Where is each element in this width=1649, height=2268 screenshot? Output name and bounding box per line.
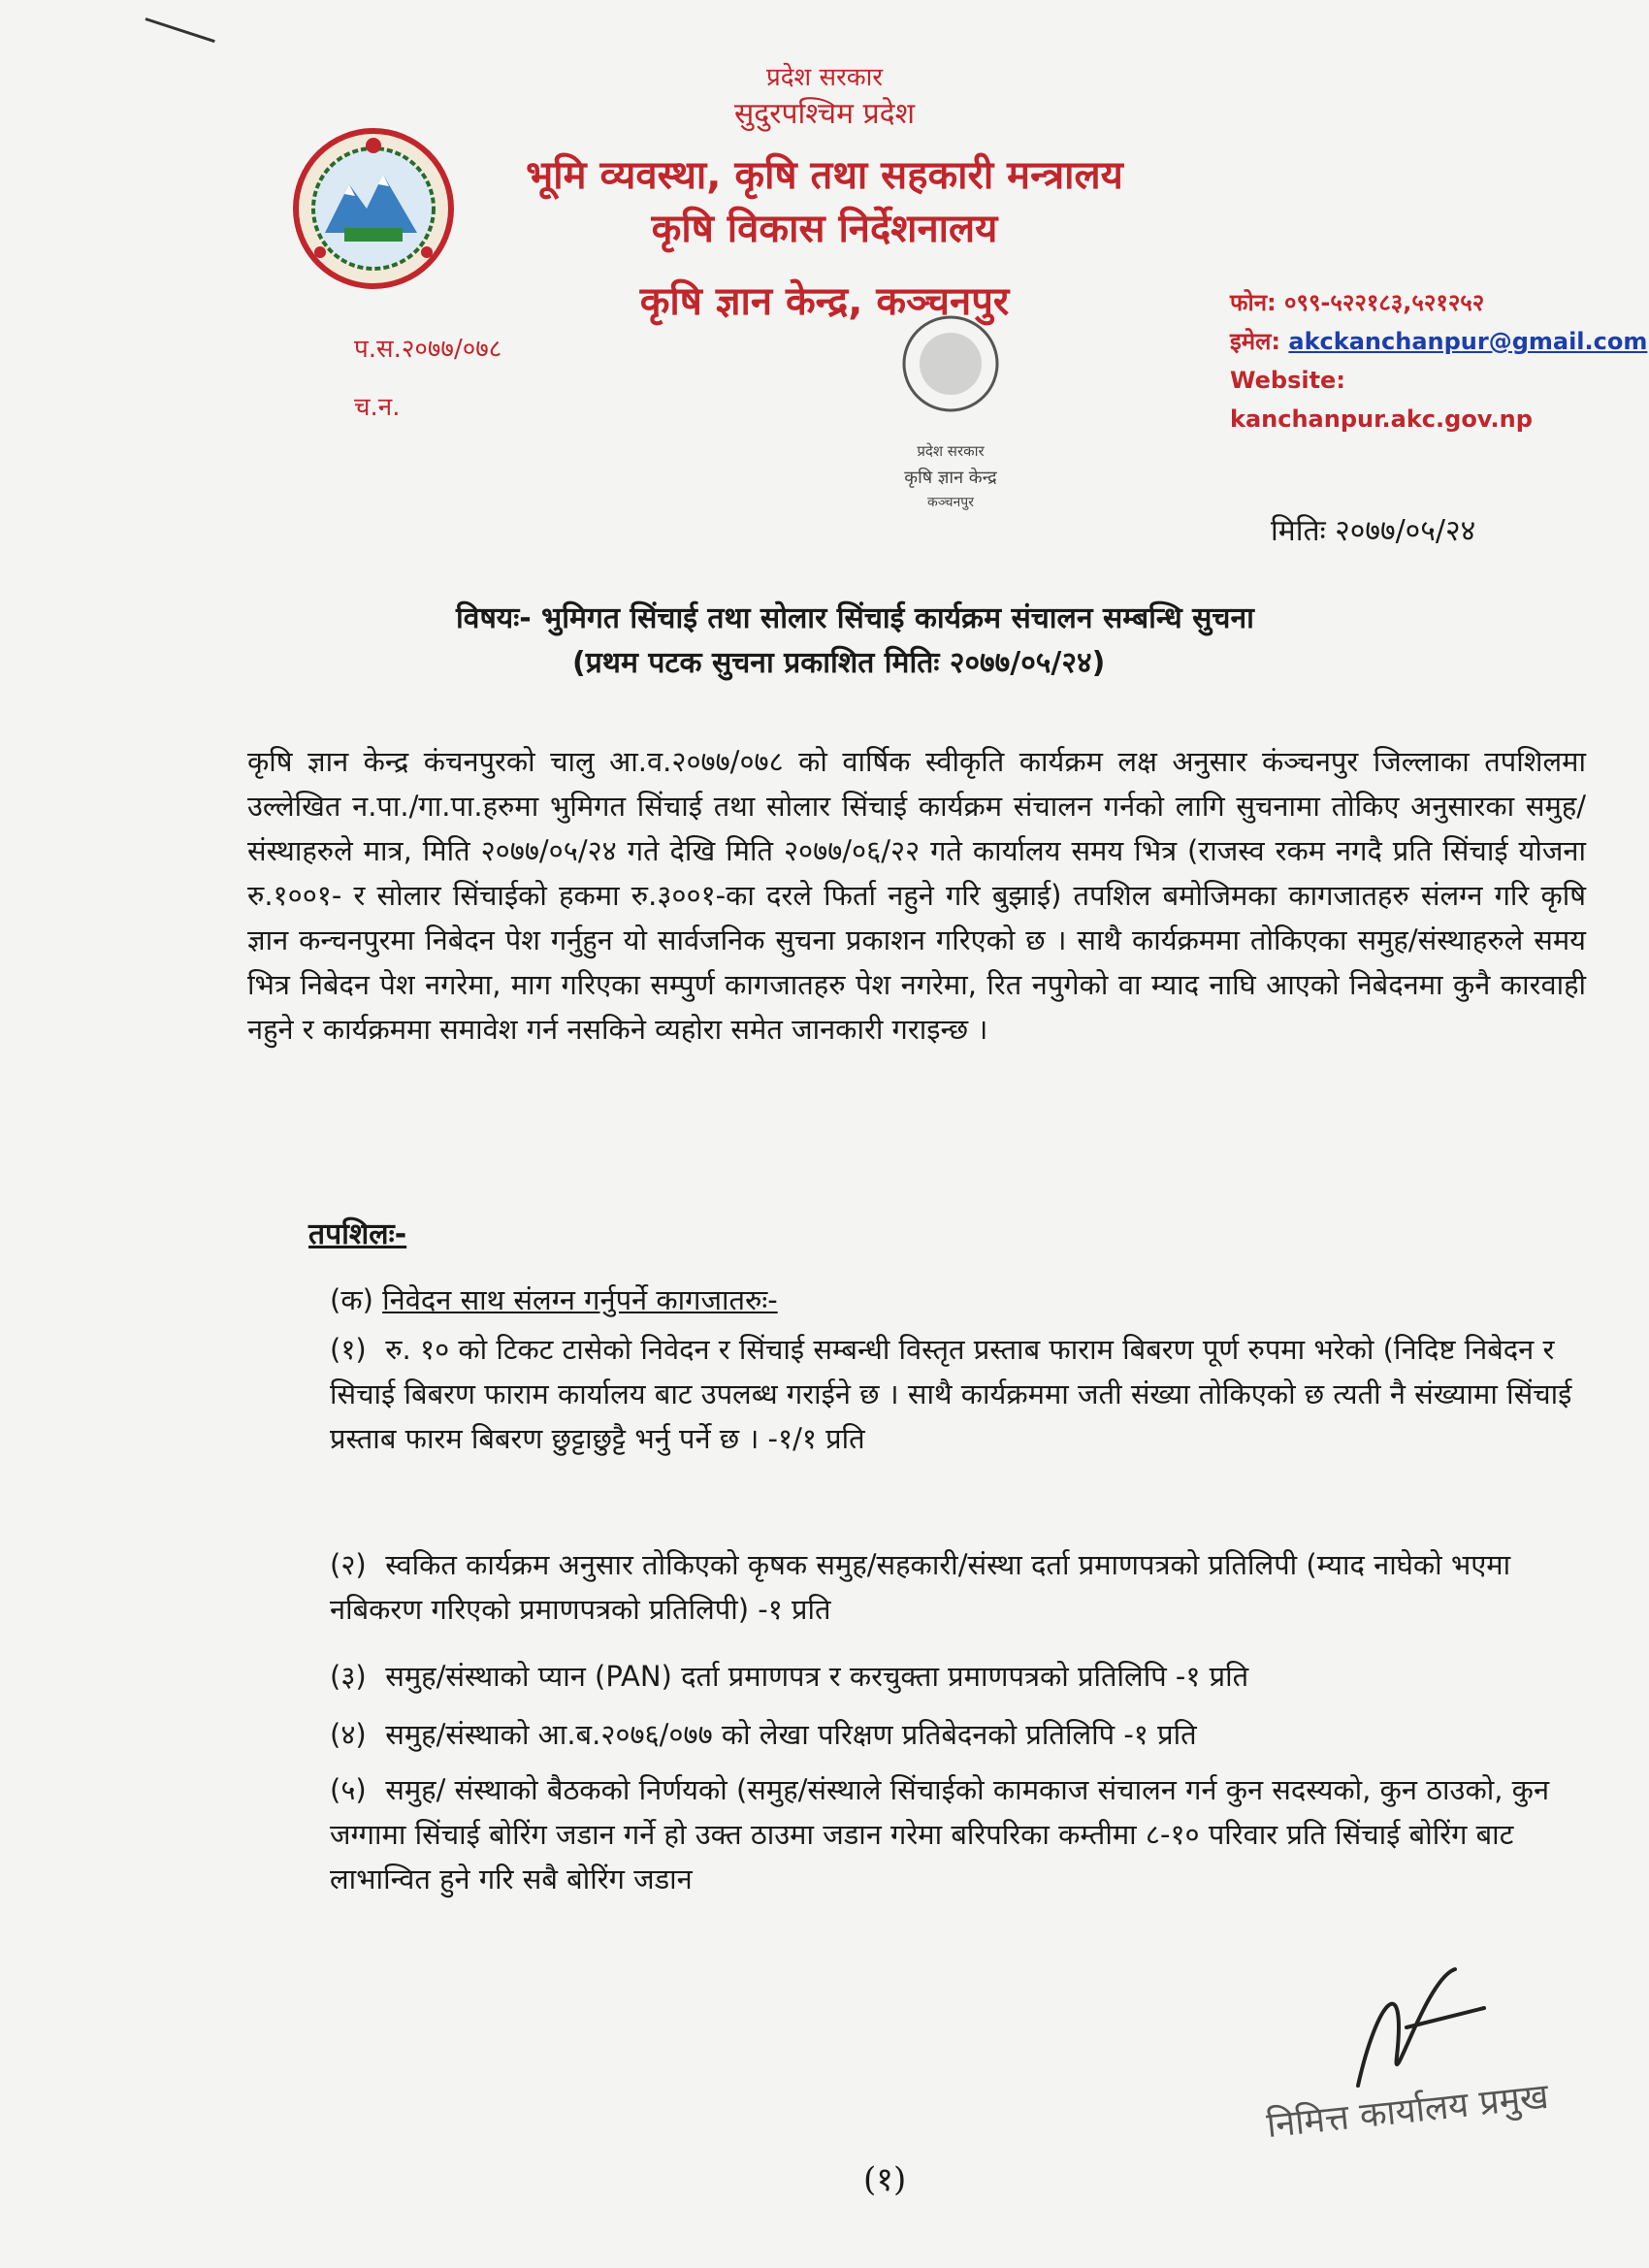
list-item bbox=[330, 1542, 1591, 1632]
item-text: स्वकित कार्यक्रम अनुसार तोकिएको कृषक समुह/सहकारी/संस्था दर्ता प्रमाणपत्रको प्रतिलिपी (म्याद नाघेको भएमा नबिकरण गरिएको प्रमाणपत्रको प्रतिलिपी) -१ प्रति bbox=[330, 1548, 1511, 1626]
scan-mark bbox=[146, 17, 215, 43]
phone-number: फोन: ०९९-५२२१८३,५२१२५२ bbox=[1230, 289, 1485, 316]
item-text: समुह/संस्थाको प्यान (PAN) दर्ता प्रमाणपत्र र करचुक्ता प्रमाणपत्रको प्रतिलिपि -१ प्रति bbox=[385, 1660, 1249, 1693]
svg-text:कृषि ज्ञान केन्द्र: कृषि ज्ञान केन्द्र bbox=[904, 468, 997, 488]
list-item bbox=[330, 1327, 1591, 1461]
notice-date: मितिः २०७७/०५/२४ bbox=[1271, 514, 1476, 548]
subject-published-date: (प्रथम पटक सुचना प्रकाशित मितिः २०७७/०५/२४) bbox=[572, 646, 1106, 680]
item-number: (१) bbox=[330, 1333, 367, 1366]
email-row bbox=[1230, 322, 1649, 361]
website-link[interactable]: Website: kanchanpur.akc.gov.np bbox=[1230, 367, 1533, 433]
reference-number: प.स.२०७७/०७८ bbox=[354, 335, 502, 364]
svg-text:कञ्चनपुर: कञ्चनपुर bbox=[927, 495, 974, 510]
office-stamp-icon bbox=[854, 310, 1048, 524]
subject-line: विषयः- भुमिगत सिंचाई तथा सोलार सिंचाई कार्यक्रम संचालन सम्बन्धि सुचना bbox=[456, 601, 1254, 635]
item-text: समुह/ संस्थाको बैठकको निर्णयको (समुह/संस्थाले सिंचाईको कामकाज संचालन गर्न कुन सदस्यको, कुन ठाउको, कुन जग्गामा सिंचाई बोरिंग जडान गर्ने हो उक्त ठाउमा जडान गरेमा बरिपरिका कम्तीमा ८-१० परिवार प्रति सिंचाई बोरिंग बाट लाभान्वित हुने गरि सबै बोरिंग जडान bbox=[330, 1773, 1550, 1895]
item-number: (५) bbox=[330, 1773, 367, 1806]
item-number: (४) bbox=[330, 1718, 367, 1751]
email-link[interactable]: akckanchanpur@gmail.com bbox=[1288, 328, 1648, 355]
item-number: (३) bbox=[330, 1660, 367, 1693]
header-directorate: कृषि विकास निर्देशनालय bbox=[651, 207, 998, 251]
subject-block bbox=[456, 597, 1600, 686]
item-text: रु. १० को टिकट टासेको निवेदन र सिंचाई सम्बन्धी विस्तृत प्रस्ताब फाराम बिबरण पूर्ण रुपमा भरेको (निदिष्ट निबेदन र सिचाई बिबरण फाराम कार्यालय बाट उपलब्ध गराईने छ । साथै कार्यक्रममा जती संख्या तोकिएको छ त्यती नै संख्यामा सिंचाई प्रस्ताब फारम बिबरण छुट्टाछुट्टै भर्नु पर्ने छ । -१/१ प्रति bbox=[330, 1333, 1572, 1455]
email-label: इमेल: bbox=[1230, 328, 1281, 355]
dispatch-number: च.न. bbox=[354, 393, 401, 422]
notice-body: कृषि ज्ञान केन्द्र कंचनपुरको चालु आ.व.२०७७/०७८ को वार्षिक स्वीकृति कार्यक्रम लक्ष अनुसार कंञ्चनपुर जिल्लाका तपशिलमा उल्लेखित न.पा./गा.पा.हरुमा भुमिगत सिंचाई तथा सोलार सिंचाई कार्यक्रम संचालन गर्नको लागि सुचनामा तोकिए अनुसारका समुह/संस्थाहरुले मात्र, मिति २०७७/०५/२४ गते देखि मिति २०७७/०६/२२ गते कार्यालय समय भित्र (राजस्व रकम नगदै प्रति सिंचाई योजना रु.१००१- र सोलार सिंचाईको हकमा रु.३००१-का दरले फिर्ता नहुने गरि बुझाई) तपशिल बमोजिमका कागजातहरु संलग्न गरि कृषि ज्ञान कन्चनपुरमा निबेदन पेश गर्नुहुन यो सार्वजनिक सुचना प्रकाशन गरिएको छ । साथै कार्यक्रममा तोकिएका समुह/संस्थाहरुले समय भित्र निबेदन पेश नगरेमा, माग गरिएका सम्पुर्ण कागजातहरु पेश नगरेमा, रित नपुगेको वा म्याद नाघि आएको निबेदनमा कुनै कारवाही नहुने र कार्यक्रममा समावेश गर्न नसकिने व्यहोरा समेत जानकारी गराइन्छ । bbox=[247, 745, 1586, 1046]
contact-block bbox=[1230, 283, 1649, 438]
signature-label: निमित्त कार्यालय प्रमुख bbox=[1264, 2076, 1551, 2147]
header-province: सुदुरपश्चिम प्रदेश bbox=[734, 97, 915, 131]
page-number: (१) bbox=[863, 2160, 907, 2199]
list-item bbox=[330, 1654, 1591, 1699]
item-number: (२) bbox=[330, 1548, 367, 1581]
section-a-prefix: (क) bbox=[330, 1283, 373, 1316]
header-office: कृषि ज्ञान केन्द्र, कञ्चनपुर bbox=[639, 279, 1010, 324]
header-ministry: भूमि व्यवस्था, कृषि तथा सहकारी मन्त्रालय bbox=[526, 153, 1123, 198]
svg-text:प्रदेश सरकार: प्रदेश सरकार bbox=[917, 442, 985, 460]
list-item bbox=[330, 1767, 1591, 1901]
section-a-heading bbox=[330, 1280, 778, 1318]
item-text: समुह/संस्थाको आ.ब.२०७६/०७७ को लेखा परिक्षण प्रतिबेदनको प्रतिलिपि -१ प्रति bbox=[385, 1718, 1197, 1751]
header-government: प्रदेश सरकार bbox=[765, 63, 884, 92]
details-heading: तपशिलः- bbox=[308, 1217, 407, 1251]
list-item bbox=[330, 1712, 1591, 1757]
section-a-title: निवेदन साथ संलग्न गर्नुपर्ने कागजातरुः- bbox=[382, 1283, 778, 1316]
